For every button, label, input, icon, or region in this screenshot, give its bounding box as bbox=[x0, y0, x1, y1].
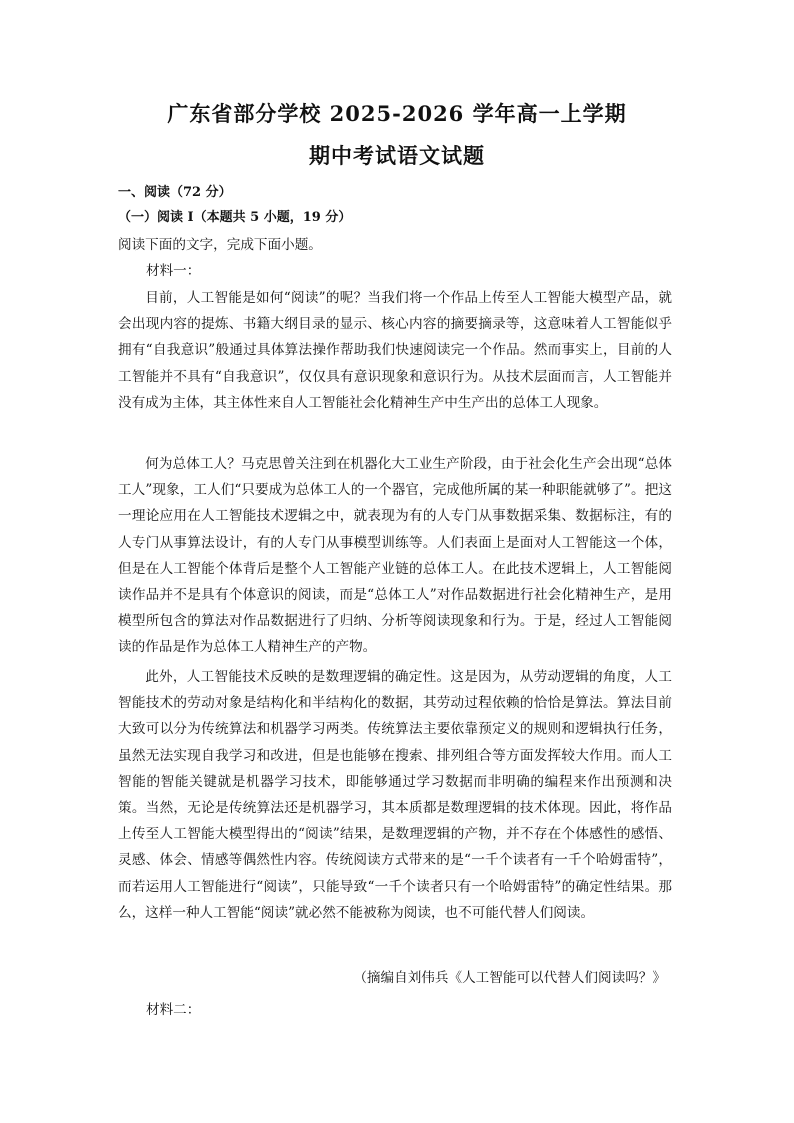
material-1-label: 材料一： bbox=[146, 263, 201, 279]
document-title-line-2: 期中考试语文试题 bbox=[309, 143, 485, 168]
instruction-text: 阅读下面的文字，完成下面小题。 bbox=[118, 237, 322, 253]
material-2-label: 材料二： bbox=[146, 1002, 201, 1018]
section-heading: 一、阅读（72 分） bbox=[118, 185, 232, 200]
document-title-line-1: 广东省部分学校 2025-2026 学年高一上学期 bbox=[167, 101, 627, 126]
paragraph-2: 何为总体工人？马克思曾关注到在机器化大工业生产阶段，由于社会化生产会出现“总体工人”现象，工人们“只要成为总体工人的一个器官，完成他所属的某一种职能就够了”。把这一理论应用在人工智能技术逻辑之中，就表现为有的人专门从事数据采集、数据标注，有的人专门从事算法设计，有的人专门从事模型训练等。人们表面上是面对人工智能这一个体，但是在人工智能个体背后是整个人工智能产业链的总体工人。在此技术逻辑上，人工智能阅读作品并不是具有个体意识的阅读，而是“总体工人”对作品数据进行社会化精神生产，是用模型所包含的算法对作品数据进行了归纳、分析等阅读现象和行为。于是，经过人工智能阅读的作品是作为总体工人精神生产的产物。 bbox=[118, 456, 672, 656]
paragraph-3: 此外，人工智能技术反映的是数理逻辑的确定性。这是因为，从劳动逻辑的角度，人工智能技术的劳动对象是结构化和半结构化的数据，其劳动过程依赖的恰恰是算法。算法目前大致可以分为传统算法和机器学习两类。传统算法主要依靠预定义的规则和逻辑执行任务，虽然无法实现自我学习和改进，但是也能够在搜索、排列组合等方面发挥较大作用。而人工智能的智能关键就是机器学习技术，即能够通过学习数据而非明确的编程来作出预测和决策。当然，无论是传统算法还是机器学习，其本质都是数理逻辑的技术体现。因此，将作品上传至人工智能大模型得出的“阅读”结果，是数理逻辑的产物，并不存在个体感性的感悟、灵感、体会、情感等偶然性内容。传统阅读方式带来的是“一千个读者有一千个哈姆雷特”，而若运用人工智能进行“阅读”，只能导致“一千个读者只有一个哈姆雷特”的确定性结果。那么，这样一种人工智能“阅读”就必然不能被称为阅读，也不可能代替人们阅读。 bbox=[118, 669, 672, 921]
subsection-heading: （一）阅读 I（本题共 5 小题，19 分） bbox=[118, 210, 352, 225]
source-citation: （摘编自刘伟兵《人工智能可以代替人们阅读吗？》 bbox=[353, 970, 666, 986]
paragraph-1: 目前，人工智能是如何“阅读”的呢？当我们将一个作品上传至人工智能大模型产品，就会出现内容的提炼、书籍大纲目录的显示、核心内容的摘要摘录等，这意味着人工智能似乎拥有“自我意识”般通过具体算法操作帮助我们快速阅读完一个作品。然而事实上，目前的人工智能并不具有“自我意识”，仅仅具有意识现象和意识行为。从技术层面而言，人工智能并没有成为主体，其主体性来自人工智能社会化精神生产中生产出的总体工人现象。 bbox=[118, 290, 672, 411]
